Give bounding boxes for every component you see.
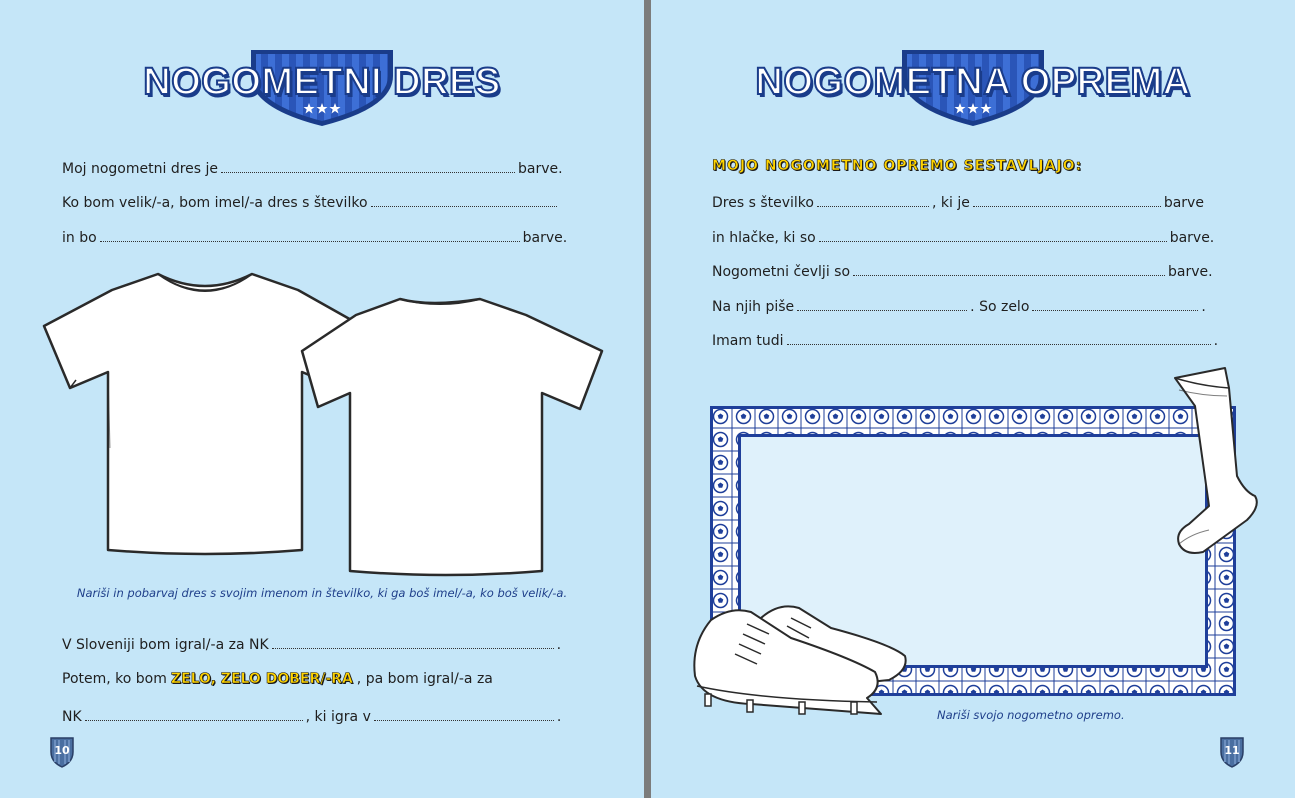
tshirt-back-icon[interactable] — [300, 295, 605, 580]
page-title: NOGOMETNI DRES — [143, 61, 501, 103]
fill-line — [712, 258, 1213, 280]
fill-line — [712, 189, 1204, 211]
line-text: barve. — [522, 230, 568, 246]
book-gutter — [644, 0, 651, 798]
line-text: . — [556, 709, 562, 725]
title-banner — [0, 46, 644, 128]
line-text: , ki igra v — [305, 709, 371, 725]
fill-line — [712, 293, 1206, 315]
line-text: . — [1213, 333, 1219, 349]
blank-field[interactable] — [973, 205, 1161, 207]
line-text: barve. — [1168, 264, 1213, 280]
right-page — [651, 0, 1295, 798]
line-text: in hlačke, ki so — [712, 230, 816, 246]
line-text: Potem, ko bom — [62, 671, 167, 687]
fill-line — [62, 224, 567, 246]
page-number: 10 — [49, 736, 75, 768]
line-text: . — [556, 637, 562, 653]
fill-line — [62, 665, 493, 687]
blank-field[interactable] — [371, 205, 557, 207]
line-text: Nogometni čevlji so — [712, 264, 851, 280]
football-boots-icon[interactable] — [691, 598, 909, 728]
line-text: Ko bom velik/-a, bom imel/-a dres s številko — [62, 195, 368, 211]
instruction-caption: Nariši svojo nogometno opremo. — [937, 708, 1125, 722]
line-text: NK — [62, 709, 82, 725]
line-text: barve — [1163, 195, 1204, 211]
fill-line — [62, 703, 561, 725]
line-text: Dres s številko — [712, 195, 814, 211]
blank-field[interactable] — [1032, 309, 1198, 311]
blank-field[interactable] — [85, 719, 303, 721]
left-page — [0, 0, 644, 798]
fill-line — [62, 155, 563, 177]
blank-field[interactable] — [817, 205, 929, 207]
line-text: Na njih piše — [712, 299, 795, 315]
blank-field[interactable] — [787, 343, 1211, 345]
line-text: Imam tudi — [712, 333, 784, 349]
line-text: V Sloveniji bom igral/-a za NK — [62, 637, 269, 653]
section-heading: MOJO NOGOMETNO OPREMO SESTAVLJAJO: — [712, 158, 1083, 174]
line-text: Moj nogometni dres je — [62, 161, 219, 177]
fill-line — [712, 224, 1214, 246]
blank-field[interactable] — [853, 274, 1165, 276]
title-banner — [651, 46, 1295, 128]
line-text: . So zelo — [970, 299, 1030, 315]
blank-field[interactable] — [374, 719, 554, 721]
page-number: 11 — [1219, 736, 1245, 768]
sock-icon[interactable] — [1169, 366, 1261, 556]
blank-field[interactable] — [819, 240, 1167, 242]
line-text: in bo — [62, 230, 97, 246]
fill-line — [62, 189, 560, 211]
instruction-caption: Nariši in pobarvaj dres s svojim imenom in številko, ki ga boš imel/-a, ko boš velik/-a. — [76, 586, 568, 600]
blank-field[interactable] — [100, 240, 520, 242]
page-title: NOGOMETNA OPREMA — [755, 61, 1191, 103]
fill-line — [712, 327, 1218, 349]
blank-field[interactable] — [797, 309, 967, 311]
blank-field[interactable] — [272, 647, 554, 649]
line-text: . — [1201, 299, 1206, 315]
line-text: barve. — [1169, 230, 1215, 246]
line-text: , pa bom igral/-a za — [356, 671, 493, 687]
line-text: , ki je — [931, 195, 970, 211]
fill-line — [62, 631, 561, 653]
blank-field[interactable] — [221, 171, 515, 173]
line-text: barve. — [518, 161, 563, 177]
highlight-text: ZELO, ZELO DOBER/-RA — [170, 671, 353, 687]
